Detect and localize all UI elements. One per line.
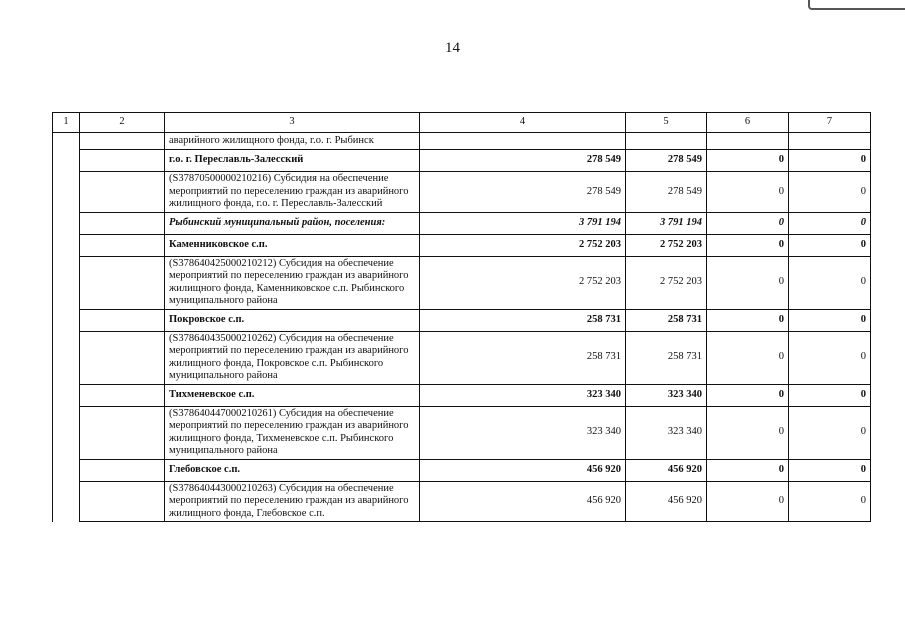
cell-c4: 278 549 xyxy=(420,172,626,213)
cell-description: г.о. г. Переславль-Залесский xyxy=(165,150,420,172)
cell-col2 xyxy=(80,384,165,406)
cell-description: (S37870500000210216) Субсидия на обеспечение мероприятий по переселению граждан из аварийного жилищного фонда, г.о. г. Переславль-Залесский xyxy=(165,172,420,213)
cell-description: (S37864042500021021​2) Субсидия на обеспечение мероприятий по переселению граждан из аварийного жилищного фонда, Каменниковское с.п. Рыбинского муниципального района xyxy=(165,256,420,309)
cell-c4: 323 340 xyxy=(420,384,626,406)
cell-col1 xyxy=(53,212,80,234)
cell-c6: 0 xyxy=(707,309,789,331)
cell-c7: 0 xyxy=(789,331,871,384)
cell-c5: 2 752 203 xyxy=(626,256,707,309)
cell-c4: 456 920 xyxy=(420,481,626,522)
cell-c7: 0 xyxy=(789,406,871,459)
cell-c6: 0 xyxy=(707,150,789,172)
cell-c6: 0 xyxy=(707,384,789,406)
cell-col2 xyxy=(80,406,165,459)
cell-col2 xyxy=(80,309,165,331)
cell-c6: 0 xyxy=(707,459,789,481)
cell-col1 xyxy=(53,256,80,309)
cell-c7: 0 xyxy=(789,309,871,331)
cell-c5: 323 340 xyxy=(626,384,707,406)
cell-c7: 0 xyxy=(789,234,871,256)
cell-c4: 258 731 xyxy=(420,331,626,384)
cell-col1 xyxy=(53,459,80,481)
cell-col1 xyxy=(53,406,80,459)
cell-col1 xyxy=(53,384,80,406)
cell-c5: 456 920 xyxy=(626,481,707,522)
cell-c4: 2 752 203 xyxy=(420,234,626,256)
cell-c4: 278 549 xyxy=(420,150,626,172)
header-cell: 2 xyxy=(80,113,165,133)
cell-col2 xyxy=(80,481,165,522)
table-row xyxy=(53,459,871,481)
cell-c6 xyxy=(707,133,789,150)
table-row xyxy=(53,234,871,256)
cell-description: аварийного жилищного фонда, г.о. г. Рыбинск xyxy=(165,133,420,150)
cell-c5: 278 549 xyxy=(626,172,707,213)
cell-col2 xyxy=(80,212,165,234)
header-cell: 3 xyxy=(165,113,420,133)
cell-c5: 2 752 203 xyxy=(626,234,707,256)
cell-c5: 278 549 xyxy=(626,150,707,172)
cell-c6: 0 xyxy=(707,406,789,459)
cell-description: Глебовское с.п. xyxy=(165,459,420,481)
cell-col2 xyxy=(80,459,165,481)
cell-c5: 258 731 xyxy=(626,309,707,331)
cell-c7 xyxy=(789,133,871,150)
cell-c4: 3 791 194 xyxy=(420,212,626,234)
cell-description: Каменниковское с.п. xyxy=(165,234,420,256)
page-number: 14 xyxy=(445,40,460,56)
cell-description: (S378640447000210261) Субсидия на обеспечение мероприятий по переселению граждан из аварийного жилищного фонда, Тихменевское с.п. Рыбинского муниципального района xyxy=(165,406,420,459)
cell-description: Рыбинский муниципальный район, поселения: xyxy=(165,212,420,234)
cell-c4 xyxy=(420,133,626,150)
table-row xyxy=(53,133,871,150)
cell-description: (S378640443000210263) Субсидия на обеспечение мероприятий по переселению граждан из аварийного жилищного фонда, Глебовское с.п. xyxy=(165,481,420,522)
cell-c5: 258 731 xyxy=(626,331,707,384)
cell-c5: 3 791 194 xyxy=(626,212,707,234)
cell-c7: 0 xyxy=(789,212,871,234)
cell-c7: 0 xyxy=(789,481,871,522)
cell-c7: 0 xyxy=(789,150,871,172)
cell-col1 xyxy=(53,172,80,213)
cell-c6: 0 xyxy=(707,331,789,384)
table-row xyxy=(53,256,871,309)
table-row xyxy=(53,150,871,172)
header-cell: 7 xyxy=(789,113,871,133)
header-cell: 5 xyxy=(626,113,707,133)
cell-c6: 0 xyxy=(707,256,789,309)
cell-col1 xyxy=(53,133,80,150)
header-cell: 4 xyxy=(420,113,626,133)
header-cell: 6 xyxy=(707,113,789,133)
cell-c7: 0 xyxy=(789,459,871,481)
cell-col2 xyxy=(80,150,165,172)
cell-col2 xyxy=(80,256,165,309)
table-header-row xyxy=(53,113,871,133)
table-row xyxy=(53,384,871,406)
header-cell: 1 xyxy=(53,113,80,133)
cell-c4: 456 920 xyxy=(420,459,626,481)
page-edge-mark xyxy=(808,0,905,10)
cell-c6: 0 xyxy=(707,212,789,234)
cell-description: Тихменевское с.п. xyxy=(165,384,420,406)
cell-c6: 0 xyxy=(707,172,789,213)
table-row xyxy=(53,406,871,459)
cell-col1 xyxy=(53,481,80,522)
table-row xyxy=(53,481,871,522)
cell-c5 xyxy=(626,133,707,150)
table-row xyxy=(53,331,871,384)
cell-col2 xyxy=(80,133,165,150)
cell-col2 xyxy=(80,172,165,213)
table-row xyxy=(53,212,871,234)
cell-c6: 0 xyxy=(707,234,789,256)
cell-c6: 0 xyxy=(707,481,789,522)
cell-c7: 0 xyxy=(789,256,871,309)
cell-description: Покровское с.п. xyxy=(165,309,420,331)
table-row xyxy=(53,309,871,331)
cell-c4: 2 752 203 xyxy=(420,256,626,309)
cell-col1 xyxy=(53,234,80,256)
cell-c7: 0 xyxy=(789,384,871,406)
cell-c4: 258 731 xyxy=(420,309,626,331)
cell-c7: 0 xyxy=(789,172,871,213)
cell-description: (S378640435000210262) Субсидия на обеспечение мероприятий по переселению граждан из аварийного жилищного фонда, Покровское с.п. Рыбинского муниципального района xyxy=(165,331,420,384)
cell-c4: 323 340 xyxy=(420,406,626,459)
cell-col1 xyxy=(53,309,80,331)
budget-table xyxy=(52,112,871,522)
cell-col1 xyxy=(53,331,80,384)
cell-c5: 323 340 xyxy=(626,406,707,459)
cell-col2 xyxy=(80,331,165,384)
cell-col1 xyxy=(53,150,80,172)
table-row xyxy=(53,172,871,213)
cell-c5: 456 920 xyxy=(626,459,707,481)
cell-col2 xyxy=(80,234,165,256)
